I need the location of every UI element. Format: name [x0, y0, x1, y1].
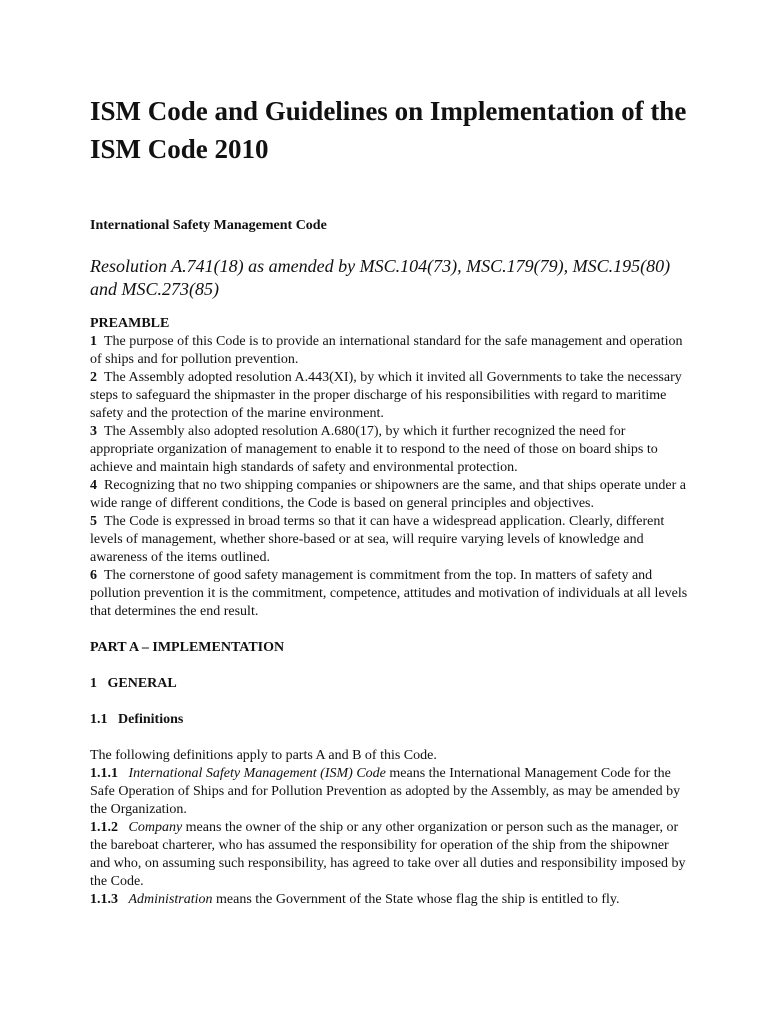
document-page [90, 92, 690, 907]
preamble-paragraph [90, 477, 690, 513]
section-heading-general: 1 GENERAL [90, 676, 177, 691]
paragraph-number: 2 [90, 370, 97, 385]
paragraph-number: 4 [90, 478, 97, 493]
subsection-heading-definitions: 1.1 Definitions [90, 712, 184, 727]
paragraph-number: 5 [90, 514, 97, 529]
resolution-line: Resolution A.741(18) as amended by MSC.104(73), MSC.179(79), MSC.195(80) and MSC.273(85) [90, 256, 671, 299]
definition-text: means the owner of the ship or any other organization or person such as the manager, or the bareboat charterer, who has assumed the responsibility for operation of the ship from the shipowner and who, on assuming such responsibility, has agreed to take over all duties and responsibility imposed by the Code. [90, 820, 686, 889]
paragraph-text: The Code is expressed in broad terms so that it can have a widespread application. Clearly, different levels of management, whether shore-based or at sea, will require varying levels of knowledge and awareness of the items outlined. [90, 514, 665, 565]
preamble-heading: PREAMBLE [90, 316, 170, 331]
preamble-paragraph [90, 567, 690, 621]
preamble-paragraph [90, 423, 690, 477]
definition-term: International Safety Management (ISM) Code [128, 766, 386, 781]
document-subtitle: International Safety Management Code [90, 218, 327, 233]
paragraph-text: The Assembly also adopted resolution A.680(17), by which it further recognized the need for appropriate organization of management to enable it to respond to the need of those on board ships to achieve and maintain high standards of safety and environmental protection. [90, 424, 658, 475]
definition-item [90, 765, 690, 819]
definition-item [90, 819, 690, 891]
paragraph-number: 3 [90, 424, 97, 439]
paragraph-number: 1 [90, 334, 97, 349]
definition-text: means the Government of the State whose flag the ship is entitled to fly. [216, 892, 620, 907]
definition-item [90, 891, 690, 909]
definition-term: Company [128, 820, 183, 835]
definition-text: means the International Management Code for the Safe Operation of Ships and for Pollution Prevention as adopted by the Assembly, as may be amended by the Organization. [90, 766, 681, 817]
paragraph-text: The cornerstone of good safety management is commitment from the top. In matters of safety and pollution prevention it is the commitment, competence, attitudes and motivation of individuals at all levels that determines the end result. [90, 568, 688, 619]
preamble-paragraph [90, 333, 690, 369]
body-text [90, 315, 690, 909]
definition-term: Administration [128, 892, 213, 907]
paragraph-text: The purpose of this Code is to provide an international standard for the safe management and operation of ships and for pollution prevention. [90, 334, 683, 367]
definition-number: 1.1.1 [90, 766, 118, 781]
paragraph-text: Recognizing that no two shipping companies or shipowners are the same, and that ships operate under a wide range of different conditions, the Code is based on general principles and objectives. [90, 478, 687, 511]
preamble-paragraph [90, 513, 690, 567]
preamble-paragraph [90, 369, 690, 423]
document-title: ISM Code and Guidelines on Implementation of the ISM Code 2010 [90, 96, 687, 164]
definition-number: 1.1.3 [90, 892, 118, 907]
part-a-heading: PART A – IMPLEMENTATION [90, 640, 285, 655]
paragraph-number: 6 [90, 568, 97, 583]
definitions-intro: The following definitions apply to parts A and B of this Code. [90, 748, 437, 763]
definition-number: 1.1.2 [90, 820, 118, 835]
paragraph-text: The Assembly adopted resolution A.443(XI), by which it invited all Governments to take the necessary steps to safeguard the shipmaster in the proper discharge of his responsibilities with regard to maritime safety and the protection of the marine environment. [90, 370, 682, 421]
